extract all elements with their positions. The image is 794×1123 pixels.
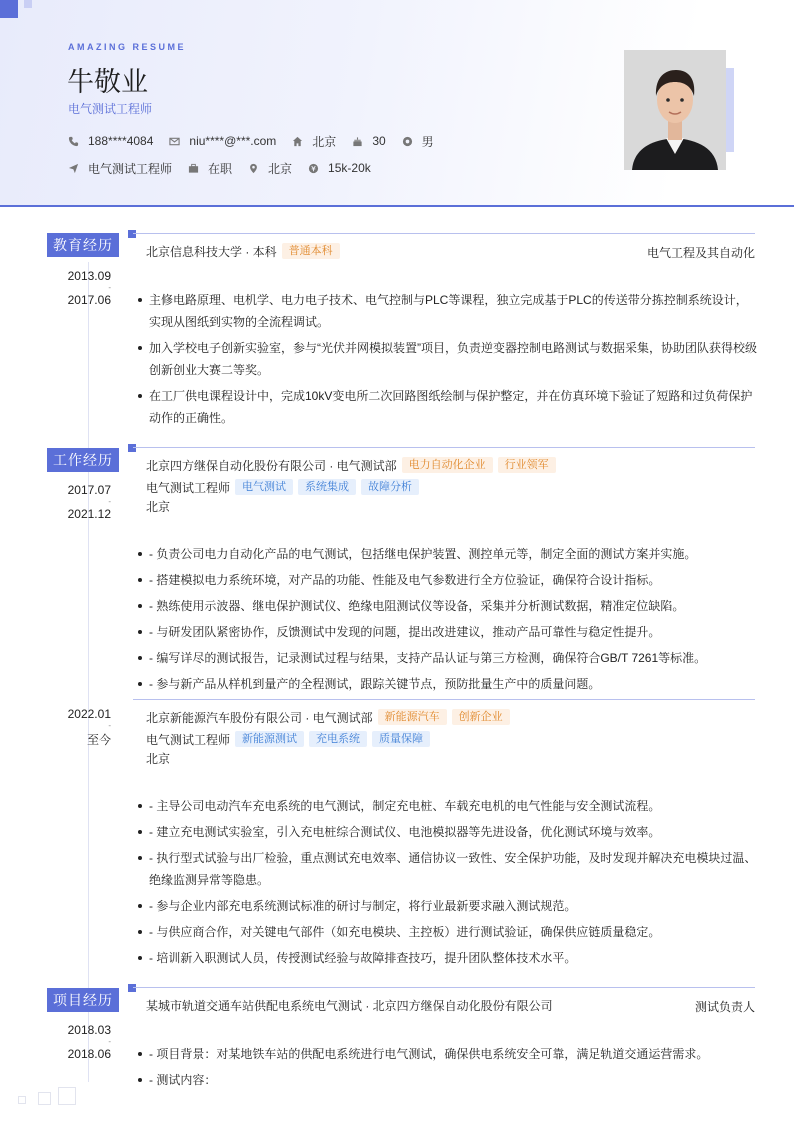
email-item [169,134,276,148]
home-icon [292,136,303,147]
projects-section-title: 项目经历 [47,988,119,1012]
company-tag: 电力自动化企业 [402,457,493,473]
project-start-date: 2018.03 [67,1023,111,1037]
info-row-contact [68,133,450,149]
list-item: 在工厂供电课程设计中，完成10kV变电所二次回路图纸绘制与保护整定，并在仿真环境下验证了短路和过负荷保护动作的正确性。 [146,385,758,429]
age-text: 30 [372,134,386,148]
section-marker [128,444,136,452]
cake-icon [352,136,363,147]
education-end-date: 2017.06 [67,293,111,307]
gender-item [402,133,434,150]
company-tag: 行业领军 [498,457,556,473]
project-end-date: 2018.06 [67,1047,111,1061]
age-item [352,134,385,148]
footer-decoration [38,1092,51,1105]
job2-end-date: 至今 [86,733,111,747]
project-role: 测试负责人 [694,1000,755,1014]
resume-header [0,0,794,207]
skill-tag: 电气测试 [235,479,293,495]
job1-bullets [146,543,758,699]
school-name: 北京信息科技大学 · 本科 [146,244,277,259]
gender-icon [402,136,413,147]
list-item: - 执行型式试验与出厂检验，重点测试充电效率、通信协议一致性、安全保护功能，及时发现并解决充电模块过温、绝缘监测异常等隐患。 [146,847,758,891]
corner-decoration [0,0,18,18]
date-separator: - [108,1037,111,1046]
job2-company: 北京新能源汽车股份有限公司 · 电气测试部 [146,710,373,725]
job1-role-row [146,478,419,496]
list-item: - 主导公司电动汽车充电系统的电气测试，制定充电桩、车载充电机的电气性能与安全测试流程。 [146,795,758,817]
job2-heading [146,708,510,726]
profile-photo [624,50,726,170]
phone-text: 188****4084 [88,134,154,148]
list-item: - 负责公司电力自动化产品的电气测试，包括继电保护装置、测控单元等，制定全面的测试方案并实施。 [146,543,758,565]
date-separator: - [108,721,111,730]
hometown-text: 北京 [312,134,337,149]
location-text: 北京 [268,161,293,176]
date-separator: - [108,283,111,292]
hometown-item [292,133,336,150]
mail-icon [169,136,180,147]
section-divider [133,447,755,448]
section-divider [133,987,755,988]
list-item: - 搭建模拟电力系统环境，对产品的功能、性能及电气参数进行全方位验证，确保符合设计指标。 [146,569,758,591]
list-item: 主修电路原理、电机学、电力电子技术、电气控制与PLC等课程，独立完成基于PLC的传送带分拣控制系统设计，实现从图纸到实物的全流程调试。 [146,289,758,333]
gender-text: 男 [421,134,434,149]
section-divider [133,233,755,234]
list-item: - 测试内容： [146,1069,758,1091]
intent-text: 电气测试工程师 [88,161,173,176]
work-section-title: 工作经历 [47,448,119,472]
job-divider [133,699,755,700]
briefcase-icon [188,163,199,174]
project-bullets [146,1043,758,1095]
list-item: - 培训新入职测试人员，传授测试经验与故障排查技巧，提升团队整体技术水平。 [146,947,758,969]
list-item: - 与供应商合作，对关键电气部件（如充电模块、主控板）进行测试验证，确保供应链质量稳定。 [146,921,758,943]
send-icon [68,163,79,174]
job2-role-row [146,730,430,748]
date-separator: - [108,497,111,506]
education-bullets [146,289,758,433]
status-item [188,160,232,177]
project-heading [146,996,553,1014]
list-item: - 参与企业内部充电系统测试标准的研讨与制定，将行业最新要求融入测试规范。 [146,895,758,917]
tagline: AMAZING RESUME [68,42,186,52]
candidate-title: 电气测试工程师 [68,102,153,116]
list-item: 加入学校电子创新实验室，参与“光伏并网模拟装置”项目，负责逆变器控制电路测试与数据采集，协助团队获得校级创新创业大赛二等奖。 [146,337,758,381]
skill-tag: 质量保障 [372,731,430,747]
salary-icon [308,163,319,174]
skill-tag: 故障分析 [361,479,419,495]
section-marker [128,230,136,238]
list-item: - 熟练使用示波器、继电保护测试仪、绝缘电阻测试仪等设备，采集并分析测试数据，精准定位缺陷。 [146,595,758,617]
skill-tag: 新能源测试 [235,731,304,747]
company-tag: 创新企业 [452,709,510,725]
job1-role: 电气测试工程师 [146,480,231,495]
footer-decoration [58,1087,76,1105]
education-heading [146,242,340,260]
job2-role: 电气测试工程师 [146,732,231,747]
salary-item [308,161,371,175]
degree-tag: 普通本科 [282,243,340,259]
email-text: niu****@***.com [189,134,277,148]
job1-city: 北京 [146,500,171,514]
phone-icon [68,136,79,147]
job2-bullets [146,795,758,973]
major: 电气工程及其自动化 [646,246,755,260]
list-item: - 编写详尽的测试报告，记录测试过程与结果，支持产品认证与第三方检测，确保符合GB/T 7261等标准。 [146,647,758,669]
education-start-date: 2013.09 [67,269,111,283]
timeline-line [88,262,89,1082]
skill-tag: 充电系统 [309,731,367,747]
list-item: - 项目背景：对某地铁车站的供配电系统进行电气测试，确保供电系统安全可靠，满足轨道交通运营需求。 [146,1043,758,1065]
intent-item [68,160,172,177]
job1-end-date: 2021.12 [67,507,111,521]
list-item: - 建立充电测试实验室，引入充电桩综合测试仪、电池模拟器等先进设备，优化测试环境与效率。 [146,821,758,843]
skill-tag: 系统集成 [298,479,356,495]
job2-start-date: 2022.01 [67,707,111,721]
corner-decoration-small [24,0,32,8]
info-row-job [68,160,387,176]
job2-city: 北京 [146,752,171,766]
profile-photo-illustration [624,50,726,170]
company-tag: 新能源汽车 [378,709,447,725]
status-text: 在职 [208,161,233,176]
education-section-title: 教育经历 [47,233,119,257]
phone-item [68,134,153,148]
location-item [248,160,292,177]
footer-decoration [18,1096,26,1104]
list-item: - 参与新产品从样机到量产的全程测试，跟踪关键节点，预防批量生产中的质量问题。 [146,673,758,695]
job1-heading [146,456,556,474]
candidate-name: 牛敬业 [67,67,148,97]
section-marker [128,984,136,992]
project-name: 某城市轨道交通车站供配电系统电气测试 · 北京四方继保自动化股份有限公司 [146,998,553,1013]
job1-start-date: 2017.07 [67,483,111,497]
job1-company: 北京四方继保自动化股份有限公司 · 电气测试部 [146,458,397,473]
location-pin-icon [248,163,259,174]
salary-text: 15k-20k [328,161,371,175]
list-item: - 与研发团队紧密协作，反馈测试中发现的问题，提出改进建议，推动产品可靠性与稳定性提升。 [146,621,758,643]
